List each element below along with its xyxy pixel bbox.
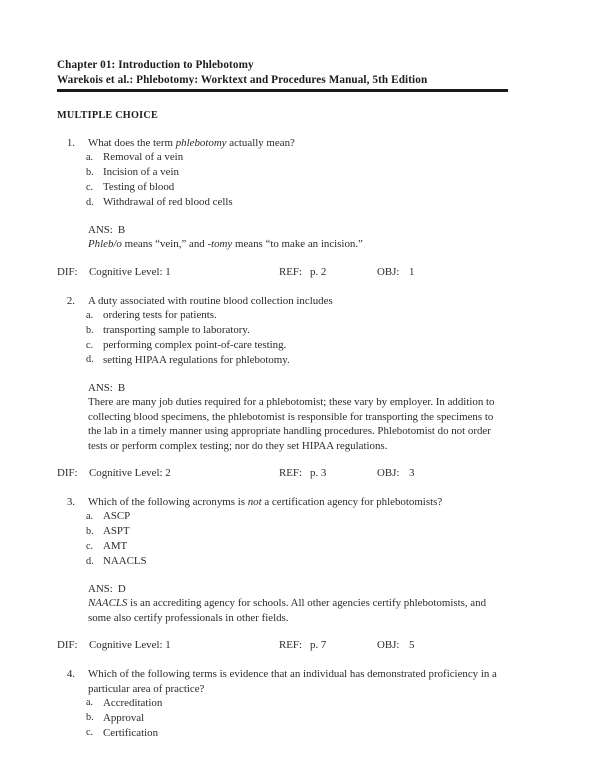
question-stem-post: actually mean? xyxy=(226,137,295,149)
option-a[interactable] xyxy=(86,509,508,524)
answer-block xyxy=(57,223,508,252)
option-text: setting HIPAA regulations for phlebotomy. xyxy=(103,353,290,366)
answer-label: ANS: xyxy=(88,381,113,394)
rationale-text xyxy=(88,237,508,251)
option-c[interactable] xyxy=(86,539,508,554)
answer-line xyxy=(88,582,508,596)
question-stem-italic: phlebotomy xyxy=(175,137,227,149)
option-text: performing complex point-of-care testing. xyxy=(103,339,287,352)
question-block-3 xyxy=(57,495,508,652)
obj-value: 5 xyxy=(409,639,415,652)
question-block-2 xyxy=(57,294,508,480)
option-c[interactable] xyxy=(86,180,508,195)
question-number: 1. xyxy=(66,137,75,149)
answer-label: ANS: xyxy=(88,224,113,237)
question-stem-row xyxy=(57,495,508,509)
option-d[interactable] xyxy=(86,195,508,210)
question-block-1 xyxy=(57,136,508,279)
option-text: Incision of a vein xyxy=(103,166,179,179)
option-letter: d. xyxy=(86,555,94,567)
option-letter: a. xyxy=(86,151,94,163)
option-text: ordering tests for patients. xyxy=(103,309,217,322)
answer-label: ANS: xyxy=(88,582,113,595)
header-chapter-title: Chapter 01: Introduction to Phlebotomy xyxy=(57,59,254,71)
option-letter: a. xyxy=(86,697,94,709)
question-stem xyxy=(75,495,508,509)
option-text: ASCP xyxy=(103,510,131,523)
rationale-italic-term-2: -tomy xyxy=(207,238,233,251)
ref-value: p. 3 xyxy=(310,466,327,479)
question-stem-post: a certification agency for phlebotomists? xyxy=(261,495,443,508)
rationale-text: There are many job duties required for a phlebotomist; these vary by employer. In addition to collecting blood specimens, the phlebotomist is responsible for transporting the specimens to the lab in a timely manner using appropriate handling procedures. Phlebotomist do not order tests or perform complex testing; nor do they set HIPAA regulations. xyxy=(88,396,495,452)
obj-label: OBJ: xyxy=(377,265,400,278)
ref-label: REF: xyxy=(279,265,302,278)
ref-label: REF: xyxy=(279,639,302,652)
question-stem-row xyxy=(57,294,508,308)
option-text: transporting sample to laboratory. xyxy=(103,324,250,337)
obj-value: 3 xyxy=(409,466,415,479)
answer-line xyxy=(88,223,508,237)
option-b[interactable] xyxy=(86,711,508,726)
dif-label: DIF: xyxy=(57,639,78,652)
option-b[interactable] xyxy=(86,524,508,539)
question-stem xyxy=(75,136,508,150)
section-heading-multiple-choice: MULTIPLE CHOICE xyxy=(57,110,159,121)
dif-value: Cognitive Level: 1 xyxy=(89,639,171,652)
option-letter: b. xyxy=(86,324,94,336)
option-a[interactable] xyxy=(86,308,508,323)
dif-value: Cognitive Level: 2 xyxy=(89,466,171,479)
dif-value: Cognitive Level: 1 xyxy=(89,265,171,278)
option-letter: c. xyxy=(86,181,94,193)
answer-block xyxy=(57,381,508,453)
option-text: Testing of blood xyxy=(103,181,175,194)
option-d[interactable] xyxy=(86,353,508,368)
option-text: Approval xyxy=(103,711,145,724)
question-metadata-row xyxy=(57,466,508,480)
option-letter: b. xyxy=(86,166,94,178)
option-text: Accreditation xyxy=(103,696,163,709)
option-letter: d. xyxy=(86,196,94,208)
option-c[interactable] xyxy=(86,726,508,741)
option-letter: c. xyxy=(86,339,94,351)
question-metadata-row xyxy=(57,638,508,652)
rationale-text xyxy=(88,596,508,625)
option-text: Certification xyxy=(103,726,159,739)
option-letter: b. xyxy=(86,712,94,724)
option-a[interactable] xyxy=(86,696,508,711)
question-metadata-row xyxy=(57,265,508,279)
option-letter: c. xyxy=(86,540,94,552)
option-a[interactable] xyxy=(86,150,508,165)
obj-label: OBJ: xyxy=(377,466,400,479)
ref-value: p. 7 xyxy=(310,639,327,652)
rationale-post: means “to make an incision.” xyxy=(232,238,363,251)
question-stem-pre: Which of the following terms is evidence that an individual has demonstrated proficiency in a particular area of practice? xyxy=(88,668,497,695)
option-letter: b. xyxy=(86,525,94,537)
option-text: Withdrawal of red blood cells xyxy=(103,196,233,209)
ref-label: REF: xyxy=(279,466,302,479)
option-letter: a. xyxy=(86,309,94,321)
answer-line xyxy=(88,381,508,395)
question-stem xyxy=(75,667,508,696)
obj-value: 1 xyxy=(409,265,415,278)
dif-label: DIF: xyxy=(57,265,78,278)
rationale-mid: means “vein,” and xyxy=(121,238,208,251)
header-book-title: Warekois et al.: Phlebotomy: Worktext and Procedures Manual, 5th Edition xyxy=(57,74,428,87)
option-b[interactable] xyxy=(86,323,508,338)
option-c[interactable] xyxy=(86,338,508,353)
question-stem-italic: not xyxy=(247,495,262,508)
question-number: 3. xyxy=(66,495,75,508)
question-stem-row xyxy=(57,136,508,150)
dif-label: DIF: xyxy=(57,466,78,479)
question-number: 4. xyxy=(66,668,75,681)
question-stem-pre: A duty associated with routine blood collection includes xyxy=(88,294,333,307)
obj-label: OBJ: xyxy=(377,639,400,652)
answer-value: B xyxy=(117,381,126,394)
rationale-post: is an accrediting agency for schools. All other agencies certify phlebotomists, and some also certify professionals in other fields. xyxy=(88,597,487,624)
answer-value: B xyxy=(117,224,126,237)
answer-options-list xyxy=(57,308,508,368)
option-letter: d. xyxy=(86,354,94,366)
question-number: 2. xyxy=(66,294,75,307)
option-letter: a. xyxy=(86,510,94,522)
option-d[interactable] xyxy=(86,554,508,569)
question-stem-row xyxy=(57,667,508,696)
rationale-italic-term-1: NAACLS xyxy=(88,597,128,610)
header-divider-rule xyxy=(57,89,508,92)
option-text: AMT xyxy=(103,540,128,553)
question-stem-pre: What does the term xyxy=(88,137,176,149)
option-letter: c. xyxy=(86,727,94,739)
answer-options-list xyxy=(57,150,508,210)
answer-options-list xyxy=(57,696,508,741)
option-text: Removal of a vein xyxy=(103,151,184,164)
answer-options-list xyxy=(57,509,508,569)
question-block-4 xyxy=(57,667,508,741)
rationale-italic-term-1: Phleb/o xyxy=(88,238,122,251)
document-header xyxy=(57,58,508,88)
option-text: ASPT xyxy=(103,525,130,538)
question-stem-pre: Which of the following acronyms is xyxy=(88,495,248,508)
question-stem xyxy=(75,294,508,308)
answer-value: D xyxy=(117,582,126,595)
option-b[interactable] xyxy=(86,165,508,180)
option-text: NAACLS xyxy=(103,555,147,568)
ref-value: p. 2 xyxy=(310,265,327,278)
answer-block xyxy=(57,582,508,625)
